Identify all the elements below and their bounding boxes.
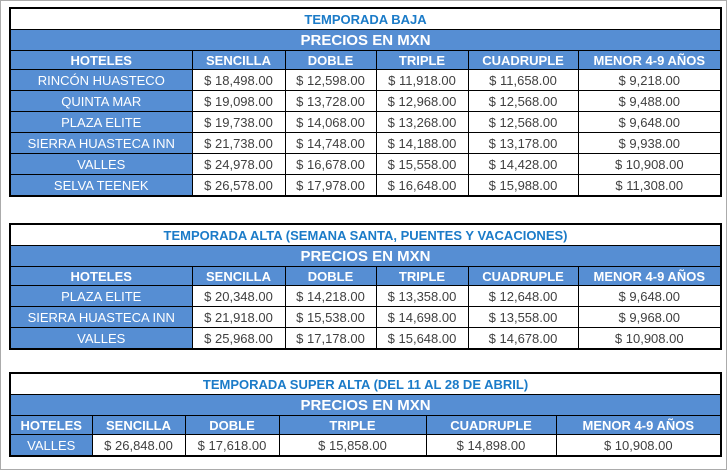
price-cell: $ 9,488.00: [578, 91, 721, 112]
hotel-name-cell: VALLES: [10, 154, 192, 175]
price-cell: $ 10,908.00: [556, 435, 721, 457]
price-cell: $ 12,598.00: [285, 70, 376, 91]
price-cell: $ 9,648.00: [578, 286, 721, 307]
price-cell: $ 9,968.00: [578, 307, 721, 328]
price-cell: $ 10,908.00: [578, 328, 721, 350]
column-header-doble: DOBLE: [185, 416, 279, 435]
season-title: TEMPORADA BAJA: [10, 8, 721, 30]
price-cell: $ 15,648.00: [376, 328, 468, 350]
price-cell: $ 26,578.00: [192, 175, 285, 197]
price-cell: $ 14,898.00: [426, 435, 556, 457]
currency-banner: PRECIOS EN MXN: [10, 30, 721, 51]
currency-banner-row: [10, 395, 721, 416]
column-header-row: [10, 416, 721, 435]
price-cell: $ 13,178.00: [468, 133, 578, 154]
price-cell: $ 13,268.00: [376, 112, 468, 133]
price-cell: $ 9,218.00: [578, 70, 721, 91]
price-cell: $ 20,348.00: [192, 286, 285, 307]
price-cell: $ 25,968.00: [192, 328, 285, 350]
table-row: [10, 154, 721, 175]
currency-banner: PRECIOS EN MXN: [10, 395, 721, 416]
column-header-triple: TRIPLE: [376, 51, 468, 70]
season-title-row: [10, 8, 721, 30]
price-cell: $ 13,558.00: [468, 307, 578, 328]
table-row: [10, 175, 721, 197]
column-header-triple: TRIPLE: [376, 267, 468, 286]
column-header-row: [10, 267, 721, 286]
season-title-row: [10, 224, 721, 246]
price-cell: $ 10,908.00: [578, 154, 721, 175]
hotel-name-cell: PLAZA ELITE: [10, 112, 192, 133]
season-title: TEMPORADA ALTA (SEMANA SANTA, PUENTES Y VACACIONES): [10, 224, 721, 246]
season-table-super-alta: [9, 372, 722, 457]
column-header-sencilla: SENCILLA: [92, 416, 185, 435]
price-cell: $ 16,678.00: [285, 154, 376, 175]
column-header-triple: TRIPLE: [279, 416, 426, 435]
price-cell: $ 13,728.00: [285, 91, 376, 112]
hotel-name-cell: SIERRA HUASTECA INN: [10, 307, 192, 328]
column-header-cuadruple: CUADRUPLE: [468, 51, 578, 70]
season-title-row: [10, 373, 721, 395]
table-row: [10, 307, 721, 328]
column-header-cuadruple: CUADRUPLE: [426, 416, 556, 435]
hotel-name-cell: PLAZA ELITE: [10, 286, 192, 307]
season-table-alta: [9, 223, 722, 350]
price-table: [9, 223, 722, 350]
price-cell: $ 14,188.00: [376, 133, 468, 154]
price-cell: $ 17,978.00: [285, 175, 376, 197]
price-cell: $ 21,918.00: [192, 307, 285, 328]
column-header-hoteles: HOTELES: [10, 51, 192, 70]
price-cell: $ 12,968.00: [376, 91, 468, 112]
price-cell: $ 15,988.00: [468, 175, 578, 197]
column-header-hoteles: HOTELES: [10, 267, 192, 286]
price-cell: $ 14,218.00: [285, 286, 376, 307]
price-cell: $ 16,648.00: [376, 175, 468, 197]
table-row: [10, 435, 721, 457]
price-cell: $ 9,938.00: [578, 133, 721, 154]
hotel-name-cell: VALLES: [10, 328, 192, 350]
price-cell: $ 11,308.00: [578, 175, 721, 197]
column-header-cuadruple: CUADRUPLE: [468, 267, 578, 286]
price-cell: $ 12,568.00: [468, 91, 578, 112]
price-cell: $ 15,858.00: [279, 435, 426, 457]
price-cell: $ 13,358.00: [376, 286, 468, 307]
column-header-sencilla: SENCILLA: [192, 51, 285, 70]
table-row: [10, 328, 721, 350]
price-table: [9, 372, 722, 457]
price-cell: $ 14,068.00: [285, 112, 376, 133]
price-table: [9, 7, 722, 197]
hotel-name-cell: QUINTA MAR: [10, 91, 192, 112]
season-title: TEMPORADA SUPER ALTA (DEL 11 AL 28 DE ABRIL): [10, 373, 721, 395]
price-cell: $ 19,098.00: [192, 91, 285, 112]
hotel-name-cell: SIERRA HUASTECA INN: [10, 133, 192, 154]
table-row: [10, 91, 721, 112]
price-cell: $ 14,698.00: [376, 307, 468, 328]
price-cell: $ 17,618.00: [185, 435, 279, 457]
currency-banner-row: [10, 246, 721, 267]
hotel-name-cell: SELVA TEENEK: [10, 175, 192, 197]
hotel-name-cell: VALLES: [10, 435, 92, 457]
column-header-menor-4-9-a-os: MENOR 4-9 AÑOS: [578, 51, 721, 70]
price-cell: $ 17,178.00: [285, 328, 376, 350]
price-cell: $ 15,558.00: [376, 154, 468, 175]
table-row: [10, 133, 721, 154]
column-header-doble: DOBLE: [285, 267, 376, 286]
price-cell: $ 14,428.00: [468, 154, 578, 175]
price-cell: $ 12,568.00: [468, 112, 578, 133]
price-cell: $ 14,678.00: [468, 328, 578, 350]
table-row: [10, 70, 721, 91]
price-cell: $ 12,648.00: [468, 286, 578, 307]
column-header-doble: DOBLE: [285, 51, 376, 70]
table-row: [10, 286, 721, 307]
currency-banner-row: [10, 30, 721, 51]
season-table-baja: [9, 7, 722, 197]
price-cell: $ 24,978.00: [192, 154, 285, 175]
column-header-row: [10, 51, 721, 70]
column-header-menor-4-9-a-os: MENOR 4-9 AÑOS: [556, 416, 721, 435]
price-cell: $ 19,738.00: [192, 112, 285, 133]
price-cell: $ 14,748.00: [285, 133, 376, 154]
price-cell: $ 21,738.00: [192, 133, 285, 154]
table-row: [10, 112, 721, 133]
price-cell: $ 11,658.00: [468, 70, 578, 91]
hotel-name-cell: RINCÓN HUASTECO: [10, 70, 192, 91]
currency-banner: PRECIOS EN MXN: [10, 246, 721, 267]
price-cell: $ 18,498.00: [192, 70, 285, 91]
column-header-sencilla: SENCILLA: [192, 267, 285, 286]
price-cell: $ 9,648.00: [578, 112, 721, 133]
column-header-menor-4-9-a-os: MENOR 4-9 AÑOS: [578, 267, 721, 286]
price-cell: $ 26,848.00: [92, 435, 185, 457]
price-cell: $ 15,538.00: [285, 307, 376, 328]
column-header-hoteles: HOTELES: [10, 416, 92, 435]
price-cell: $ 11,918.00: [376, 70, 468, 91]
